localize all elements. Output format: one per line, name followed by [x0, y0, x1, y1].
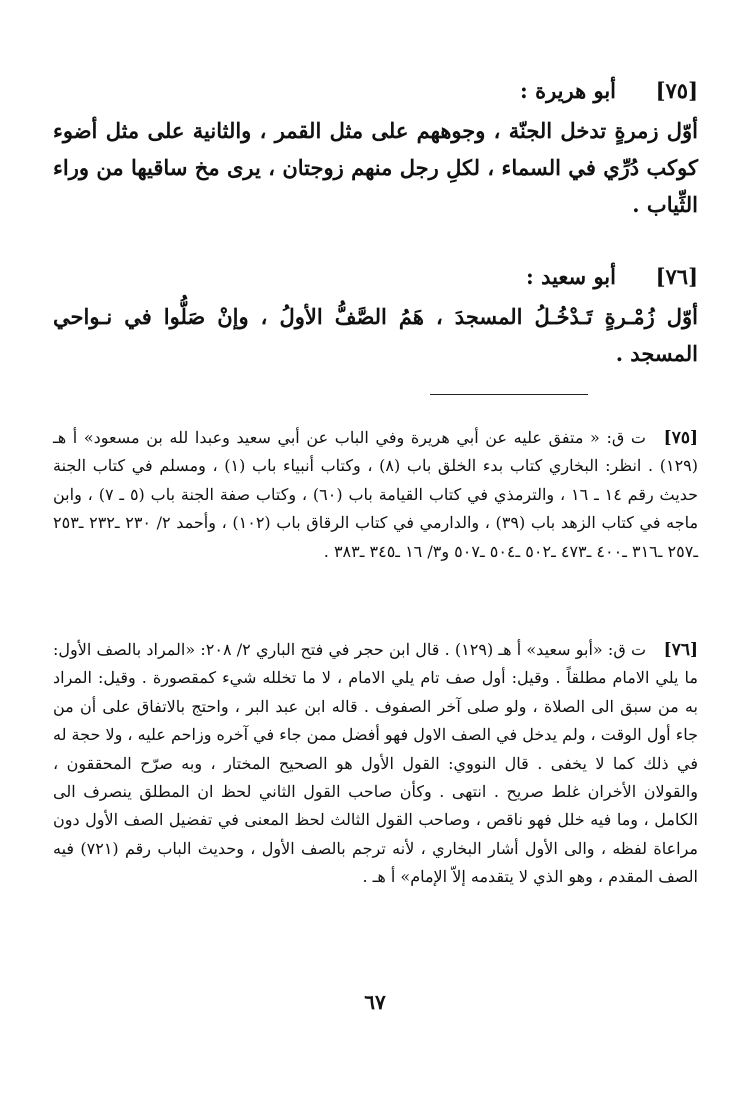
hadith-text: أوّل زمرةٍ تدخل الجنّة ، وجوههم على مثل القمر ، والثانية على مثل أضوء كوكب دُرِّي في السماء ، لكلِ رجل منهم زوجتان ، يرى مخ ساقيها من وراء الثِّياب .	[53, 118, 698, 217]
hadith-number: [٧٥]	[655, 78, 698, 103]
footnote-number: [٧٥]	[663, 428, 698, 448]
footnote-number: [٧٦]	[663, 640, 698, 660]
hadith-narrator: أبو سعيد :	[526, 264, 616, 289]
footnote-text: ت ق: « متفق عليه عن أبي هريرة وفي الباب عن أبي سعيد وعبدا لله بن مسعود» أ هـ (١٢٩) . انظر: البخاري كتاب بدء الخلق باب (٨) ، وكتاب أنبياء باب (١) ، ومسلم في كتاب الجنة حديث رقم ١٤ ـ ١٦ ، والترمذي في كتاب القيامة باب (٦٠) ، وكتاب صفة الجنة باب (٥ ـ ٧) ، وابن ماجه في كتاب الزهد باب (٣٩) ، والدارمي في كتاب الرقاق باب (١٠٢) ، وأحمد ٢/ ٢٣٠ ـ٢٣٢ ـ٢٥٣ ـ٢٥٧ ـ٣١٦ ـ٤٠٠ ـ٤٧٣ ـ٥٠٢ ـ٥٠٤ ـ٥٠٧ و٣/ ١٦ ـ٣٤٥ ـ٣٨٣ .	[53, 428, 699, 561]
footnote-divider	[430, 394, 588, 395]
hadith-number: [٧٦]	[655, 264, 698, 289]
hadith-narrator: أبو هريرة :	[520, 78, 616, 103]
hadith-text: أوّل زُمْـرةٍ تَـدْخُـلُ المسجدَ ، هَمُ الصَّفُّ الأولُ ، وإنْ صَلُّوا في نـواحي المسجد .	[53, 304, 698, 366]
page-number: ٦٧	[364, 990, 386, 1014]
footnote-text: ت ق: «أبو سعيد» أ هـ (١٢٩) . قال ابن حجر في فتح الباري ٢/ ٢٠٨: «المراد بالصف الأول: ما يلي الامام مطلقاً . وقيل: أول صف تام يلي الامام ، لا ما تخلله شيء كمقصورة . وقيل: المراد به من سبق الى الصلاة ، ولو صلى آخر الصفوف . قاله ابن عبد البر ، واحتج بالاتفاق على أن من جاء أول الوقت ، ولم يدخل في الصف الاول فهو أفضل ممن جاء في آخره وزاحم عليه ، ولا حجة له في ذلك كما لا يخفى . قال النووي: القول الأول هو الصحيح المختار ، وبه صرّح المحققون ، والقولان الأخران غلط صريح . انتهى . وكأن صاحب القول الثاني لحظ ان المطلق ينصرف الى الكامل ، وما فيه خلل فهو ناقص ، وصاحب القول الثالث لحظ المعنى في تفضيل الصف الأول دون مراعاة لفظه ، والى الأول أشار البخاري ، لأنه ترجم بالصف الأول ، وحديث الباب رقم (٧٢١) فيه الصف المقدم ، وهو الذي لا يتقدمه إلاّ الإمام» أ هـ .	[53, 640, 698, 887]
